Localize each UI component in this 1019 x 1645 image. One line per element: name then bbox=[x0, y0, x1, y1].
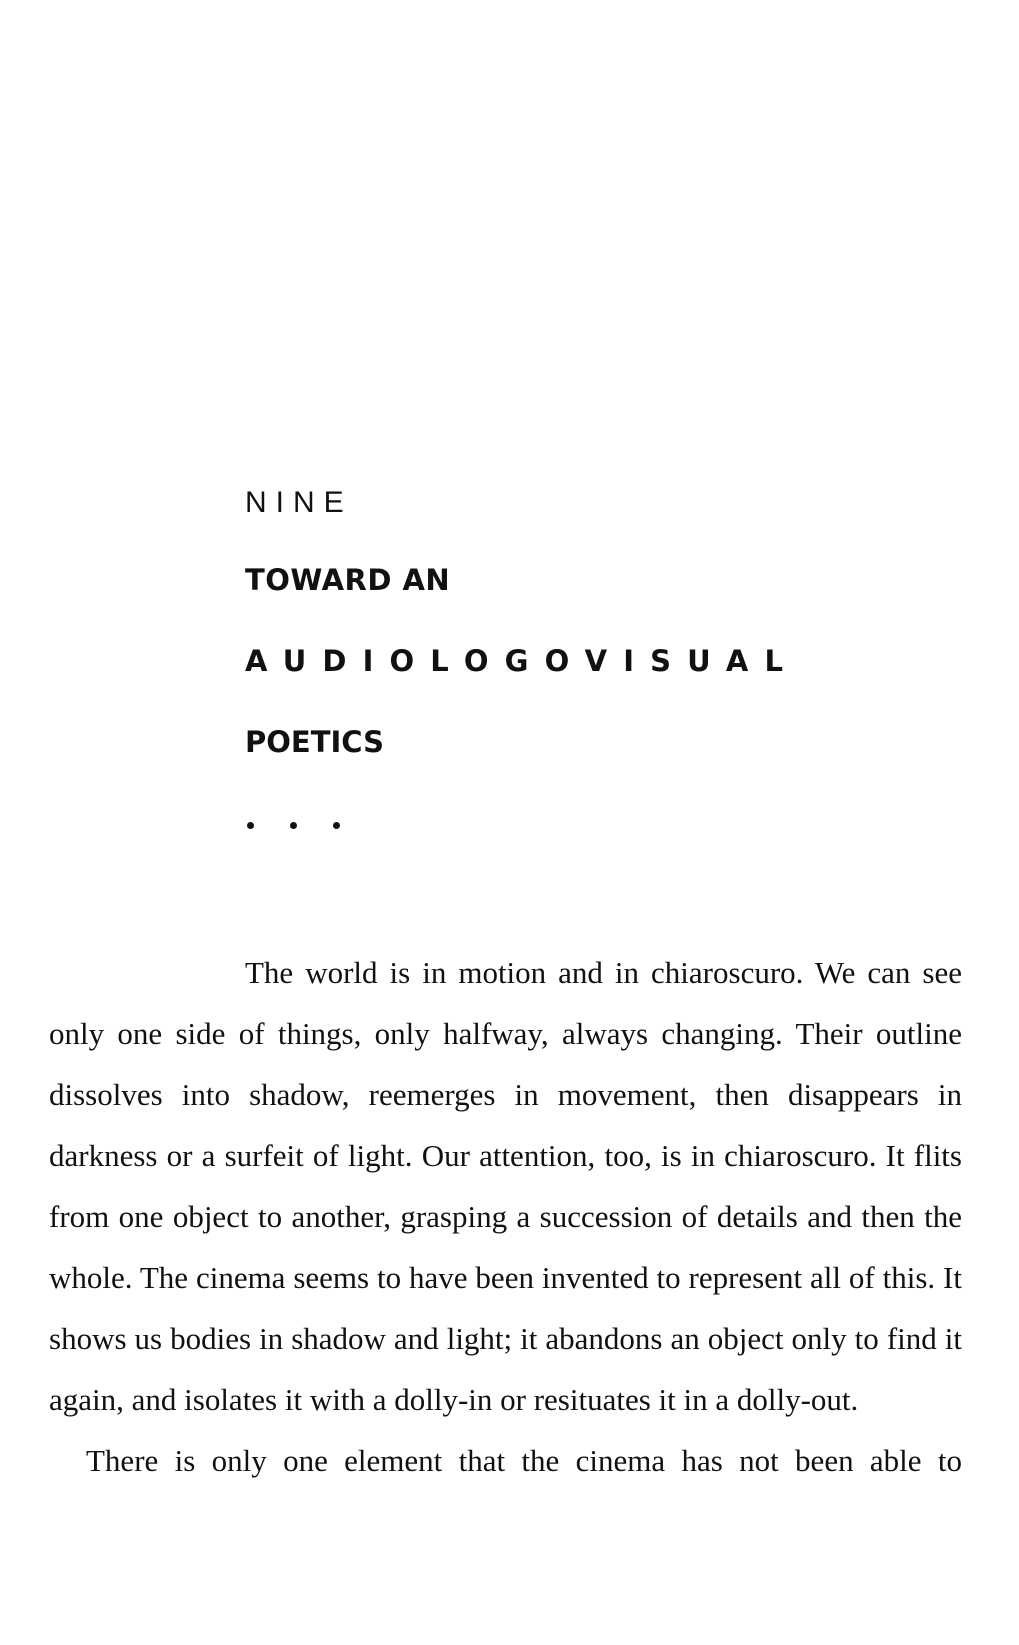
chapter-title-line: POETICS bbox=[245, 725, 384, 759]
chapter-title-line: TOWARD AN bbox=[245, 563, 451, 597]
body-text bbox=[49, 942, 962, 1491]
paragraph: There is only one element that the cinema has not been able to bbox=[86, 1443, 962, 1478]
paragraph: The world is in motion and in chiaroscuro. We can see only one side of things, only halfway, always changing. Their outline dissolves into shadow, reemerges in movement, then disappears in darkness or a surfeit of light. Our attention, too, is in chiaroscuro. It flits from one object to another, grasping a succession of details and then the whole. The cinema seems to have been invented to represent all of this. It shows us bodies in shadow and light; it abandons an object only to find it again, and isolates it with a dolly-in or resituates it in a dolly-out. bbox=[49, 955, 962, 1417]
chapter-number: NINE bbox=[245, 486, 353, 519]
chapter-title bbox=[245, 563, 800, 759]
ornament-dots bbox=[247, 822, 347, 834]
chapter-title-line: AUDIOLOGOVISUAL bbox=[245, 644, 800, 678]
